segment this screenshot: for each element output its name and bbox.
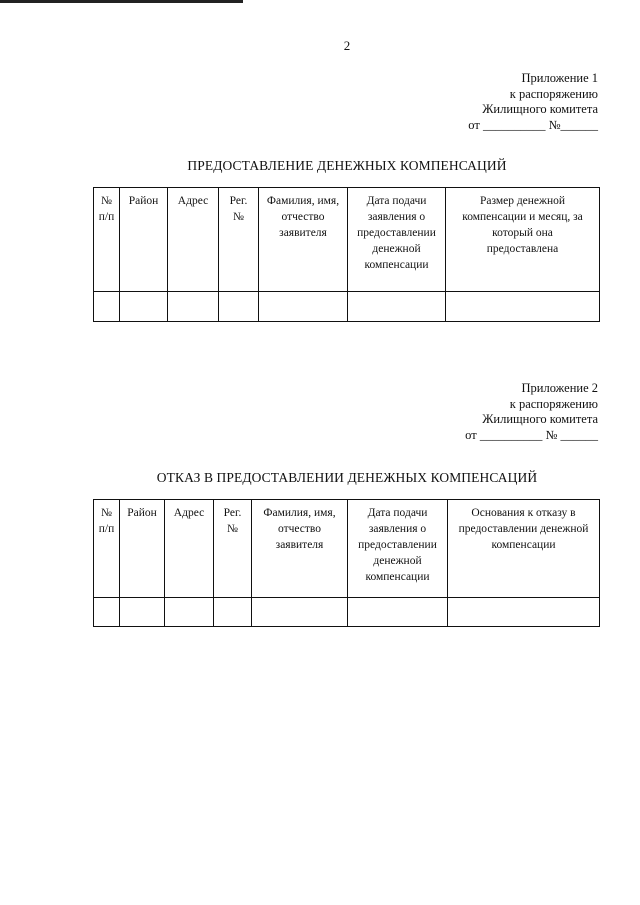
top-rule [0, 0, 243, 3]
page-number: 2 [343, 38, 351, 53]
table-cell [259, 292, 348, 322]
table-cell [448, 598, 600, 627]
appendix-2-header [465, 381, 598, 443]
header-refusal-grounds: Основания к отказу в предоставлении денежной компенсации [448, 500, 600, 598]
header-application-date: Дата подачи заявления о предоставлении денежной компенсации [348, 188, 446, 292]
header-reg-number: Рег. № [219, 188, 259, 292]
appendix-1-line-2: к распоряжению [509, 86, 598, 101]
table-cell [348, 292, 446, 322]
table-row [94, 292, 600, 322]
header-compensation-amount: Размер денежной компенсации и месяц, за который она предоставлена [446, 188, 600, 292]
header-applicant-name: Фамилия, имя, отчество заявителя [259, 188, 348, 292]
header-application-date: Дата подачи заявления о предоставлении денежной компенсации [348, 500, 448, 598]
table-cell [348, 598, 448, 627]
table-header-row [94, 188, 600, 292]
table-cell [168, 292, 219, 322]
table-cell [94, 598, 120, 627]
header-address: Адрес [165, 500, 214, 598]
appendix-2-line-1: Приложение 2 [521, 381, 598, 395]
header-number: № п/п [94, 500, 120, 598]
appendix-1-header [468, 71, 598, 133]
header-number: № п/п [94, 188, 120, 292]
header-address: Адрес [168, 188, 219, 292]
table-refusal [93, 499, 600, 627]
table-row [94, 598, 600, 627]
appendix-2-line-3: Жилищного комитета [482, 412, 598, 426]
header-district: Район [120, 500, 165, 598]
table-compensations [93, 187, 600, 322]
table-cell [94, 292, 120, 322]
header-district: Район [120, 188, 168, 292]
header-reg-number: Рег. № [214, 500, 252, 598]
table-cell [120, 598, 165, 627]
table-cell [214, 598, 252, 627]
appendix-2-line-4: от __________ № ______ [465, 427, 598, 442]
appendix-1-line-4: от __________ №______ [468, 117, 598, 132]
title-compensations: ПРЕДОСТАВЛЕНИЕ ДЕНЕЖНЫХ КОМПЕНСАЦИЙ [187, 158, 507, 173]
table-cell [219, 292, 259, 322]
table-cell [446, 292, 600, 322]
title-refusal: ОТКАЗ В ПРЕДОСТАВЛЕНИИ ДЕНЕЖНЫХ КОМПЕНСАЦИЙ [156, 470, 538, 485]
table-cell [252, 598, 348, 627]
appendix-1-line-3: Жилищного комитета [482, 102, 598, 116]
appendix-2-line-2: к распоряжению [509, 396, 598, 411]
header-applicant-name: Фамилия, имя, отчество заявителя [252, 500, 348, 598]
table-cell [165, 598, 214, 627]
appendix-1-line-1: Приложение 1 [521, 71, 598, 85]
table-cell [120, 292, 168, 322]
table-header-row [94, 500, 600, 598]
